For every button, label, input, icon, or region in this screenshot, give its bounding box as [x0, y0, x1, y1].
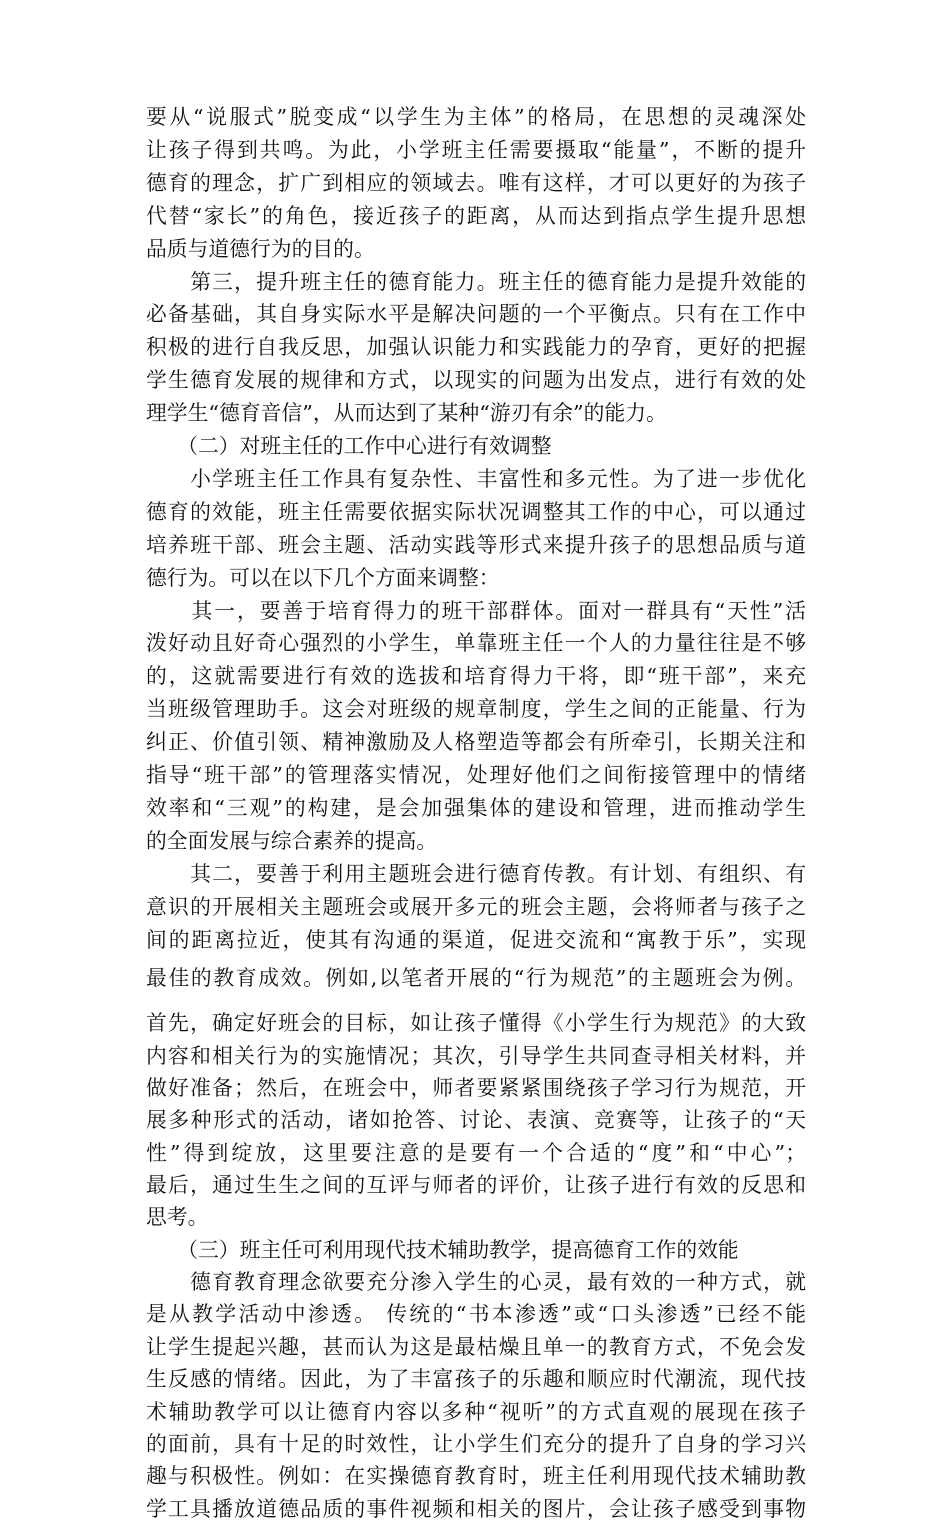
text-line: 最后，通过生生之间的互评与师者的评价，让孩子进行有效的反思和: [146, 1173, 806, 1198]
text-line: 其二，要善于利用主题班会进行德育传教。有计划、有组织、有: [146, 861, 806, 886]
text-line: 让孩子得到共鸣。为此，小学班主任需要摄取“能量”，不断的提升: [146, 137, 806, 162]
text-line: 让学生提起兴趣，甚而认为这是最枯燥且单一的教育方式，不免会发: [146, 1334, 806, 1359]
text-line: 当班级管理助手。这会对班级的规章制度，学生之间的正能量、行为: [146, 697, 806, 722]
text-line: 泼好动且好奇心强烈的小学生，单靠班主任一个人的力量往往是不够: [146, 631, 806, 656]
text-line: 培养班干部、班会主题、活动实践等形式来提升孩子的思想品质与道: [146, 532, 806, 557]
text-line: 展多种形式的活动，诸如抢答、讨论、表演、竞赛等，让孩子的“天: [146, 1108, 806, 1133]
text-line: 趣与积极性。例如：在实操德育教育时，班主任利用现代技术辅助教: [146, 1464, 806, 1489]
text-line: 学生德育发展的规律和方式，以现实的问题为出发点，进行有效的处: [146, 368, 806, 393]
text-line: 德育的理念，扩广到相应的领域去。唯有这样，才可以更好的为孩子: [146, 170, 806, 195]
text-line: 指导“班干部”的管理落实情况，处理好他们之间衔接管理中的情绪: [146, 763, 806, 787]
text-line: 做好准备；然后，在班会中，师者要紧紧围绕孩子学习行为规范，开: [146, 1076, 806, 1100]
text-line: 的，这就需要进行有效的选拔和培育得力干将，即“班干部”，来充: [146, 664, 806, 689]
text-line: 思考。: [146, 1205, 209, 1230]
text-line: 德行为。可以在以下几个方面来调整：: [146, 565, 500, 590]
text-line: 必备基础，其自身实际水平是解决问题的一个平衡点。只有在工作中: [146, 302, 806, 327]
text-line: 积极的进行自我反思，加强认识能力和实践能力的孕育，更好的把握: [146, 335, 806, 360]
text-line: 小学班主任工作具有复杂性、丰富性和多元性。为了进一步优化: [146, 466, 806, 491]
text-line: 性”得到绽放，这里要注意的是要有一个合适的“度”和“中心”；: [146, 1140, 806, 1165]
text-line: 德育教育理念欲要充分渗入学生的心灵，最有效的一种方式，就: [146, 1270, 806, 1295]
text-line: 的全面发展与综合素养的提高。: [146, 828, 438, 853]
text-line: 意识的开展相关主题班会或展开多元的班会主题，会将师者与孩子之: [146, 894, 806, 919]
text-line: 生反感的情绪。因此，为了丰富孩子的乐趣和顺应时代潮流，现代技: [146, 1367, 806, 1392]
text-line: 代替“家长”的角色，接近孩子的距离，从而达到指点学生提升思想: [146, 203, 806, 228]
section-heading: （三）班主任可利用现代技术辅助教学，提高德育工作的效能: [146, 1237, 739, 1262]
text-line: 最佳的教育成效。例如,以笔者开展的“行为规范”的主题班会为例。: [146, 966, 806, 991]
text-line: 要从“说服式”脱变成“以学生为主体”的格局，在思想的灵魂深处: [146, 105, 806, 129]
section-heading: （二）对班主任的工作中心进行有效调整: [146, 434, 552, 458]
text-line: 学工具播放道德品质的事件视频和相关的图片，会让孩子感受到事物: [146, 1496, 806, 1521]
text-line: 品质与道德行为的目的。: [146, 236, 375, 261]
text-line: 纠正、价值引领、精神激励及人格塑造等都会有所牵引，长期关注和: [146, 730, 806, 755]
text-line: 效率和“三观”的构建，是会加强集体的建设和管理，进而推动学生: [146, 795, 806, 820]
text-line: 内容和相关行为的实施情况；其次，引导学生共同查寻相关材料，并: [146, 1043, 806, 1068]
text-line: 第三，提升班主任的德育能力。班主任的德育能力是提升效能的: [146, 269, 806, 294]
text-line: 首先，确定好班会的目标，如让孩子懂得《小学生行为规范》的大致: [146, 1011, 806, 1036]
text-line: 理学生“德育音信”，从而达到了某种“游刃有余”的能力。: [146, 401, 667, 426]
text-line: 的面前，具有十足的时效性，让小学生们充分的提升了自身的学习兴: [146, 1431, 806, 1456]
text-line: 是从教学活动中渗透。 传统的“书本渗透”或“口头渗透”已经不能: [146, 1302, 806, 1327]
text-line: 间的距离拉近，使其有沟通的渠道，促进交流和“寓教于乐”，实现: [146, 927, 806, 952]
text-line: 德育的效能，班主任需要依据实际状况调整其工作的中心，可以通过: [146, 499, 806, 524]
text-line: 术辅助教学可以让德育内容以多种“视听”的方式直观的展现在孩子: [146, 1399, 806, 1424]
text-line: 其一，要善于培育得力的班干部群体。面对一群具有“天性”活: [146, 598, 806, 623]
